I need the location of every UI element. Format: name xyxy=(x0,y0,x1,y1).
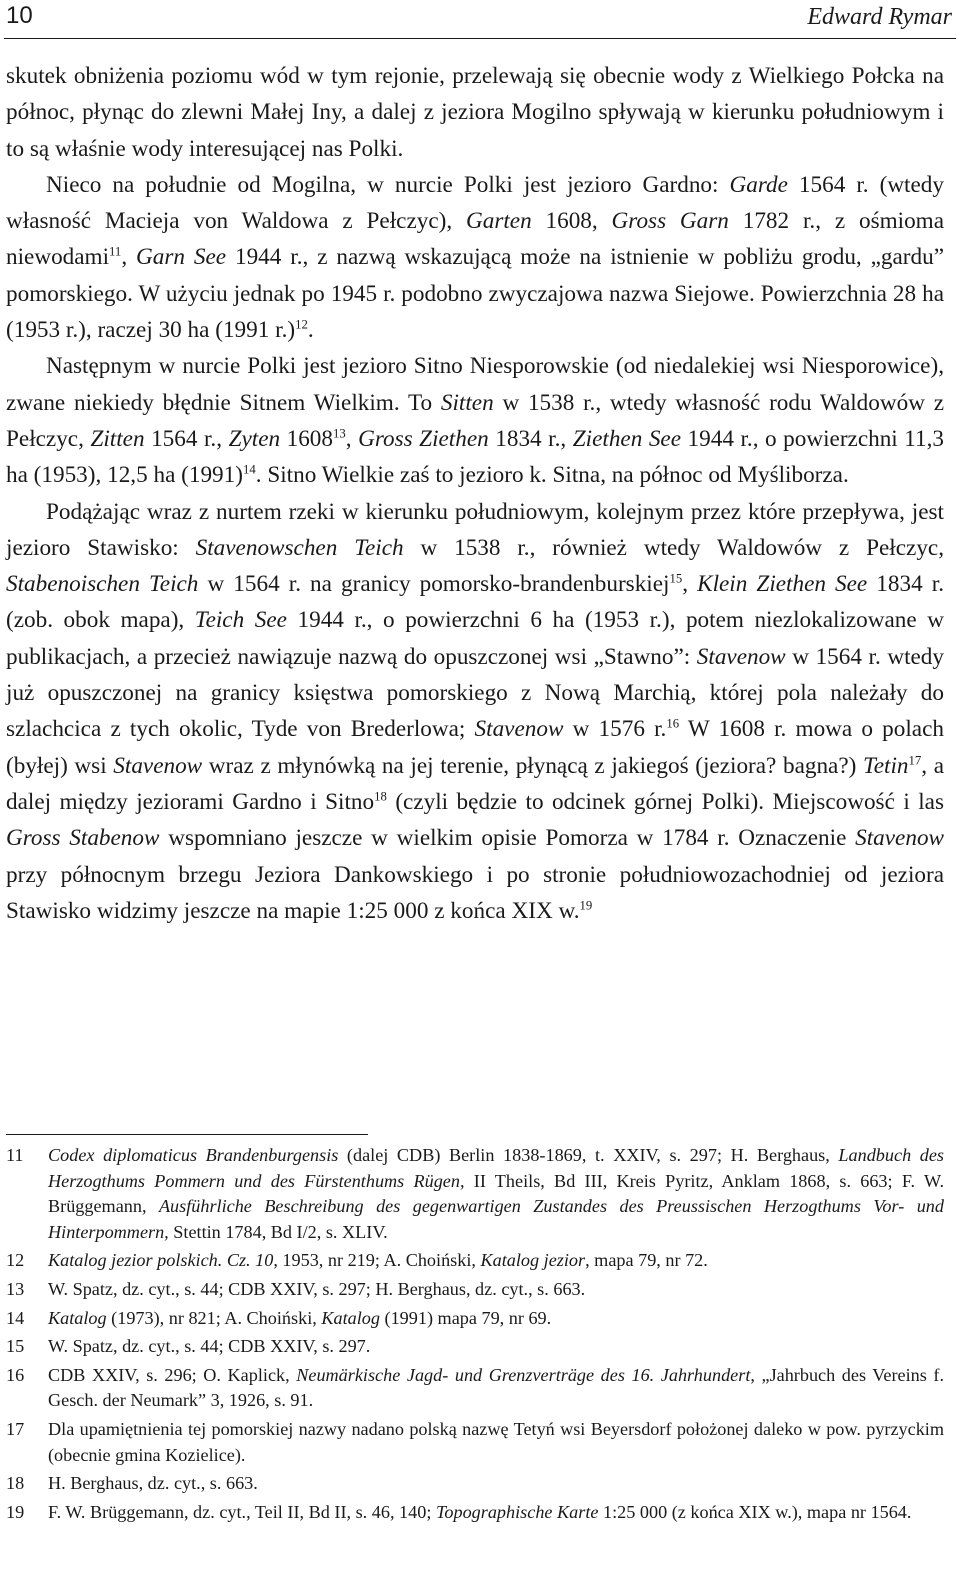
footnote-number: 17 xyxy=(6,1418,25,1439)
italic-text: Topographische Karte xyxy=(435,1501,599,1522)
italic-text: Teich See xyxy=(194,607,287,634)
italic-text: Gross Garn xyxy=(611,208,729,235)
footnote-text xyxy=(48,1248,944,1274)
italic-text: Stavenow xyxy=(474,716,564,743)
footnote-number: 16 xyxy=(6,1364,25,1385)
italic-text: Klein Ziethen See xyxy=(697,571,868,598)
italic-text: Stavenow xyxy=(855,825,945,852)
footnote-reference[interactable]: 18 xyxy=(374,789,387,804)
text-run: 1944 r., z nazwą wskazującą może na istnienie w pobliżu grodu, „gardu” pomorskiego. W użyciu jednak po 1945 r. podobno zwyczajowa nazwa Siejowe. Powierzchnia 28 ha (1953 r.), raczej 30 ha (1991 r.) xyxy=(6,244,944,344)
footnote-text xyxy=(48,1334,944,1360)
footnote xyxy=(6,1471,944,1497)
text-run: F. W. Brüggemann, dz. cyt., Teil II, Bd II, s. 46, 140; xyxy=(48,1501,436,1522)
footnote xyxy=(6,1334,944,1360)
footnote-separator xyxy=(6,1134,368,1135)
text-run: 1:25 000 (z końca XIX w.), mapa nr 1564. xyxy=(598,1501,912,1522)
footnote-text xyxy=(48,1417,944,1468)
text-run: w 1564 r. na granicy pomorsko-brandenburskiej xyxy=(198,571,670,598)
italic-text: Zyten xyxy=(228,425,281,452)
paragraph xyxy=(6,348,944,493)
footnote xyxy=(6,1143,944,1245)
footnote-number: 13 xyxy=(6,1278,25,1299)
text-run: W. Spatz, dz. cyt., s. 44; CDB XXIV, s. 297; H. Berghaus, dz. cyt., s. 663. xyxy=(48,1278,586,1299)
italic-text: Garten xyxy=(465,208,532,235)
italic-text: Codex diplomaticus Brandenburgensis xyxy=(48,1145,339,1165)
text-run: wraz z młynówką na jej terenie, płynącą z jakiegoś (jeziora? bagna?) xyxy=(202,752,863,779)
italic-text: Sitten xyxy=(440,389,494,416)
paragraph xyxy=(6,58,944,167)
text-run: 1834 r. (zob. obok mapa), xyxy=(6,571,944,634)
text-run: w 1538 r., wtedy własność rodu Waldowów z Pełczyc, xyxy=(6,389,944,452)
italic-text: Katalog jezior xyxy=(480,1250,586,1271)
italic-text: Gross Stabenow xyxy=(6,825,160,852)
text-run: , xyxy=(682,571,698,598)
italic-text: Stavenow xyxy=(113,752,203,779)
text-run: Podążając wraz z nurtem rzeki w kierunku południowym, kolejnym przez które przepływa, jest jezioro Stawisko: xyxy=(6,498,944,561)
text-run: W 1608 r. mowa o polach (byłej) wsi xyxy=(6,716,944,779)
footnote-reference[interactable]: 15 xyxy=(669,571,683,586)
footnote xyxy=(6,1500,944,1526)
text-run: CDB XXIV, s. 296; O. Kaplick, xyxy=(48,1364,297,1385)
text-run: 1944 r., o powierzchni 6 ha (1953 r.), potem niezlokalizowane w publikacjach, a przecież nawiązuje nazwą do opuszczonej wsi „Stawno”: xyxy=(6,607,944,670)
text-run: , mapa 79, nr 72. xyxy=(585,1250,708,1271)
italic-text: Stavenow xyxy=(696,643,786,670)
text-run: (dalej CDB) Berlin 1838-1869, t. XXIV, s. 297; H. Berghaus, xyxy=(338,1145,839,1165)
italic-text: Katalog jezior polskich. Cz. 10 xyxy=(48,1250,274,1271)
text-run: . xyxy=(307,317,314,344)
text-run: , xyxy=(345,425,359,452)
text-run: w 1538 r., również wtedy Waldowów z Pełczyc, xyxy=(403,534,944,561)
footnote-number: 12 xyxy=(6,1250,25,1271)
text-run: skutek obniżenia poziomu wód w tym rejonie, przelewają się obecnie wody z Wielkiego Połcka na północ, płynąc do zlewni Małej Iny, a dalej z jeziora Mogilno spływają w kierunku południowym i to są właśnie wody interesującej nas Polki. xyxy=(6,63,944,162)
text-run: w 1576 r. xyxy=(563,716,667,743)
footnote-reference[interactable]: 11 xyxy=(109,245,122,260)
italic-text: Neumärkische Jagd- und Grenzverträge des 16. Jahrhundert xyxy=(296,1364,751,1385)
italic-text: Zitten xyxy=(90,425,145,452)
footnote-number: 18 xyxy=(6,1473,25,1494)
footnote xyxy=(6,1277,944,1303)
text-run: 1564 r. (wtedy własność Macieja von Waldowa z Pełczyc), xyxy=(6,171,944,235)
footnote xyxy=(6,1417,944,1468)
italic-text: Stabenoischen Teich xyxy=(6,571,199,598)
footnote xyxy=(6,1306,944,1332)
footnote xyxy=(6,1248,944,1274)
page-number: 10 xyxy=(6,2,33,29)
footnote-number: 19 xyxy=(6,1501,25,1522)
footnote-text xyxy=(48,1306,944,1332)
italic-text: Tetin xyxy=(862,752,909,779)
italic-text: Gross Ziethen xyxy=(358,425,489,452)
text-run: W. Spatz, dz. cyt., s. 44; CDB XXIV, s. 297. xyxy=(48,1336,371,1357)
footnotes xyxy=(6,1143,944,1528)
footnote-text xyxy=(48,1471,944,1497)
text-run: , 1953, nr 219; A. Choiński, xyxy=(273,1250,481,1271)
italic-text: Garde xyxy=(729,171,788,198)
footnote-text xyxy=(48,1363,944,1414)
italic-text: Katalog xyxy=(48,1307,107,1328)
footnote-text xyxy=(48,1277,944,1303)
text-run: II Theils, Bd III, Kreis Pyritz, Anklam 1868, s. 663; F. W. Brüggemann, xyxy=(48,1170,944,1217)
footnote-reference[interactable]: 14 xyxy=(242,462,256,477)
text-run: 1608 xyxy=(280,425,333,452)
text-run: Nieco na południe od Mogilna, w nurcie Polki jest jezioro Gardno: xyxy=(46,171,730,198)
paragraph xyxy=(6,494,944,930)
text-run: w 1564 r. wtedy już opuszczonej na granicy księstwa pomorskiego z Nową Marchią, której pola należały do szlachcica z tych okolic, Tyde von Brederlowa; xyxy=(6,643,944,743)
text-run: Następnym w nurcie Polki jest jezioro Sitno Niesporowskie (od niedalekiej wsi Niesporowice), zwane niekiedy błędnie Sitnem Wielkim. To xyxy=(6,353,944,416)
footnote-number: 11 xyxy=(6,1145,24,1165)
italic-text: Ziethen See xyxy=(572,425,682,452)
text-run: , a dalej między jeziorami Gardno i Sitno xyxy=(6,752,944,815)
footnote-reference[interactable]: 17 xyxy=(908,753,922,768)
text-run: 1834 r., xyxy=(488,425,573,452)
text-run: 1608, xyxy=(531,208,612,235)
italic-text: Garn See xyxy=(136,244,227,271)
footnote-reference[interactable]: 13 xyxy=(333,426,346,441)
italic-text: Landbuch des Herzogthums Pommern und des Fürstenthums Rügen, xyxy=(48,1145,944,1191)
paragraph xyxy=(6,167,944,348)
text-run: 1944 r., o powierzchni 11,3 ha (1953), 12,5 ha (1991) xyxy=(6,425,945,489)
text-run: 1564 r., xyxy=(144,425,229,452)
text-run: (1973), nr 821; A. Choiński, xyxy=(106,1307,322,1328)
italic-text: Stavenowschen Teich xyxy=(195,534,404,561)
footnote-reference[interactable]: 12 xyxy=(295,317,308,332)
text-run: (1991) mapa 79, nr 69. xyxy=(379,1307,552,1328)
text-run: , „Jahrbuch des Vereins f. Gesch. der Neumark” 3, 1926, s. 91. xyxy=(48,1364,944,1411)
footnote-reference[interactable]: 16 xyxy=(666,717,680,732)
footnote-text xyxy=(48,1500,944,1526)
footnote-number: 15 xyxy=(6,1336,25,1357)
header-rule xyxy=(4,38,956,39)
text-run: przy północnym brzegu Jeziora Dankowskiego i po stronie południowozachodniej od jeziora Stawisko widzimy jeszcze na mapie 1:25 000 z końca XIX w. xyxy=(6,861,944,924)
footnote-text xyxy=(48,1143,944,1245)
italic-text: Ausführliche Beschreibung des gegenwartigen Zustandes des Preussischen Herzogthums Vor- und Hinterpommern, xyxy=(48,1196,944,1242)
text-run: wspomniano jeszcze w wielkim opisie Pomorza w 1784 r. Oznaczenie xyxy=(159,825,856,852)
text-run: (czyli będzie to odcinek górnej Polki). Miejscowość i las xyxy=(386,788,944,815)
footnote xyxy=(6,1363,944,1414)
text-run: Stettin 1784, Bd I/2, s. XLIV. xyxy=(168,1221,388,1242)
text-run: 1782 r., z ośmioma niewodami xyxy=(6,208,944,271)
text-run: H. Berghaus, dz. cyt., s. 663. xyxy=(48,1473,258,1494)
text-run: , xyxy=(121,244,137,271)
footnote-number: 14 xyxy=(6,1307,25,1328)
text-run: . Sitno Wielkie zaś to jezioro k. Sitna, na północ od Myśliborza. xyxy=(255,462,849,489)
footnote-reference[interactable]: 19 xyxy=(579,898,593,913)
italic-text: Katalog xyxy=(321,1307,380,1328)
text-run: Dla upamiętnienia tej pomorskiej nazwy nadano polską nazwę Tetyń wsi Beyersdorf położonej daleko w pow. pyrzyckim (obecnie gmina Kozielice). xyxy=(48,1418,944,1465)
running-head-author: Edward Rymar xyxy=(807,4,952,30)
page-header xyxy=(0,0,960,40)
main-text xyxy=(6,58,944,929)
